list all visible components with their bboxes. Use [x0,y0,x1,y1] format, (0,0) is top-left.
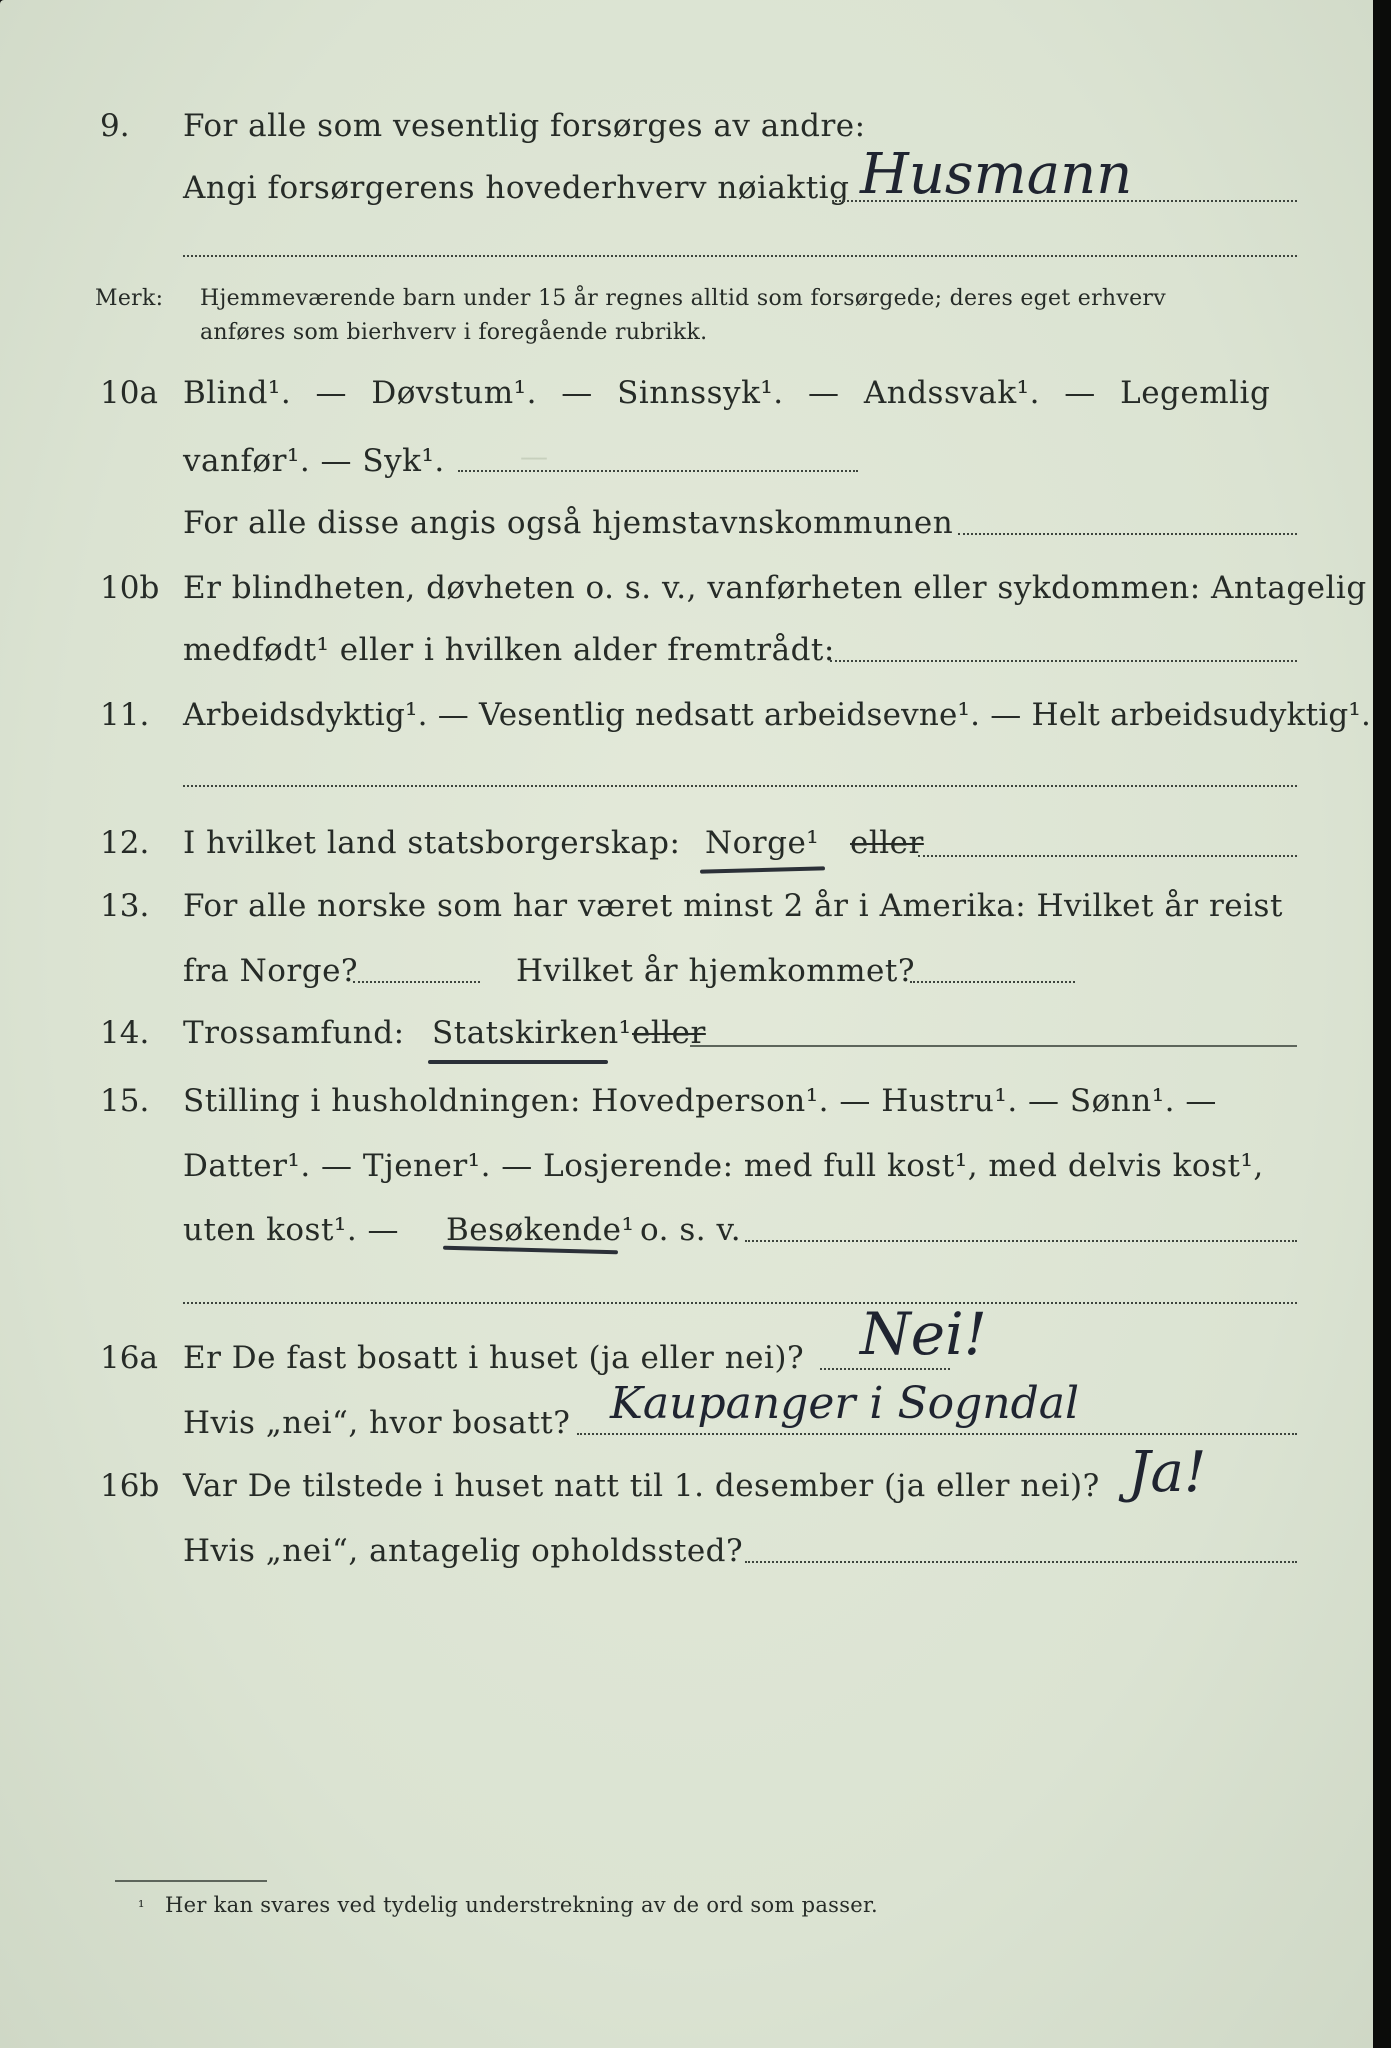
item-number-14: 14. [100,1015,150,1051]
item-number-13: 13. [100,888,150,924]
q14-option-eller: eller [632,1015,706,1051]
q10a-line2: vanfør¹. — Syk¹. [183,443,445,479]
footnote-rule [115,1880,267,1882]
q15-line3-a: uten kost¹. — [183,1212,400,1248]
q14-option-statskirken: Statskirken¹ [432,1015,632,1051]
q13-line2-b: Hvilket år hjemkommet? [516,953,915,989]
q13-year-return-line [910,981,1075,983]
q12-label: I hvilket land statsborgerskap: [183,825,681,861]
scan-edge [1373,0,1391,2048]
q15-line1: Stilling i husholdningen: Hovedperson¹. — Hustru¹. — Sønn¹. — [183,1083,1217,1119]
q10b-line1: Er blindheten, døvheten o. s. v., vanførheten eller sykdommen: Antagelig [183,570,1367,606]
q11-line1: Arbeidsdyktig¹. — Vesentlig nedsatt arbeidsevne¹. — Helt arbeidsudyktig¹. [183,697,1372,733]
item-number-12: 12. [100,825,150,861]
q9-line2-label: Angi forsørgerens hovederhverv nøiaktig [183,170,850,206]
note-line2: anføres som bierhverv i foregående rubrikk. [200,320,708,345]
q16a-line2: Hvis „nei“, hvor bosatt? [183,1405,571,1441]
q16b-handwritten-answer: Ja! [1128,1440,1207,1505]
q10a-line3: For alle disse angis også hjemstavnskommunen [183,505,954,541]
note-label: Merk: [95,286,164,311]
q15-answer-line [745,1240,1297,1242]
item-number-11: 11. [100,697,150,733]
q11-answer-line [183,785,1297,787]
q14-answer-line [690,1045,1297,1047]
item-number-16a: 16a [100,1340,158,1376]
q12-norge-underline [700,866,825,873]
q9-handwritten-answer: Husmann [860,142,1133,207]
q16a-handwritten-answer1: Nei! [860,1300,987,1368]
q13-line2-a: fra Norge? [183,953,359,989]
footnote-marker: ¹ [138,1897,145,1916]
q14-statskirken-underline [428,1060,608,1064]
q15-option-besokende: Besøkende¹ [446,1212,635,1248]
note-line1: Hjemmeværende barn under 15 år regnes alltid som forsørgede; deres eget erhverv [200,286,1166,311]
q15-line3-b: o. s. v. [640,1212,742,1248]
q14-label: Trossamfund: [183,1015,405,1051]
q13-year-left-line [353,981,480,983]
q16b-answer-line [745,1561,1297,1563]
q9-line1: For alle som vesentlig forsørges av andre: [183,108,866,144]
item-number-9: 9. [100,108,130,144]
item-number-10b: 10b [100,570,160,606]
bleed-through-text: — [520,440,548,473]
q10a-hometown-line [958,533,1297,535]
q16b-line1: Var De tilstede i huset natt til 1. desember (ja eller nei)? [183,1468,1100,1504]
q16b-line2: Hvis „nei“, antagelig opholdssted? [183,1533,744,1569]
item-number-15: 15. [100,1083,150,1119]
q10a-answer-line [458,470,858,472]
q16a-handwritten-answer2: Kaupanger i Sogndal [610,1378,1080,1429]
q15-line2: Datter¹. — Tjener¹. — Losjerende: med full kost¹, med delvis kost¹, [183,1148,1264,1184]
q10a-line1: Blind¹. — Døvstum¹. — Sinnssyk¹. — Andssvak¹. — Legemlig [183,375,1271,411]
q15-extra-line [183,1302,1297,1304]
q10b-line2: medfødt¹ eller i hvilken alder fremtrådt: [183,632,835,668]
q12-option-norge: Norge¹ [705,825,820,861]
item-number-10a: 10a [100,375,158,411]
footnote-text: Her kan svares ved tydelig understrekning av de ord som passer. [165,1893,879,1917]
q9-extra-line [183,255,1297,257]
q16a-answer1-line [820,1368,950,1370]
q10b-answer-line [830,660,1297,662]
q16a-answer2-line [577,1433,1297,1435]
item-number-16b: 16b [100,1468,160,1504]
q16a-line1: Er De fast bosatt i huset (ja eller nei)? [183,1340,805,1376]
q13-line1: For alle norske som har været minst 2 år i Amerika: Hvilket år reist [183,888,1283,924]
q12-answer-line [918,855,1297,857]
q12-option-eller: eller [850,825,924,861]
